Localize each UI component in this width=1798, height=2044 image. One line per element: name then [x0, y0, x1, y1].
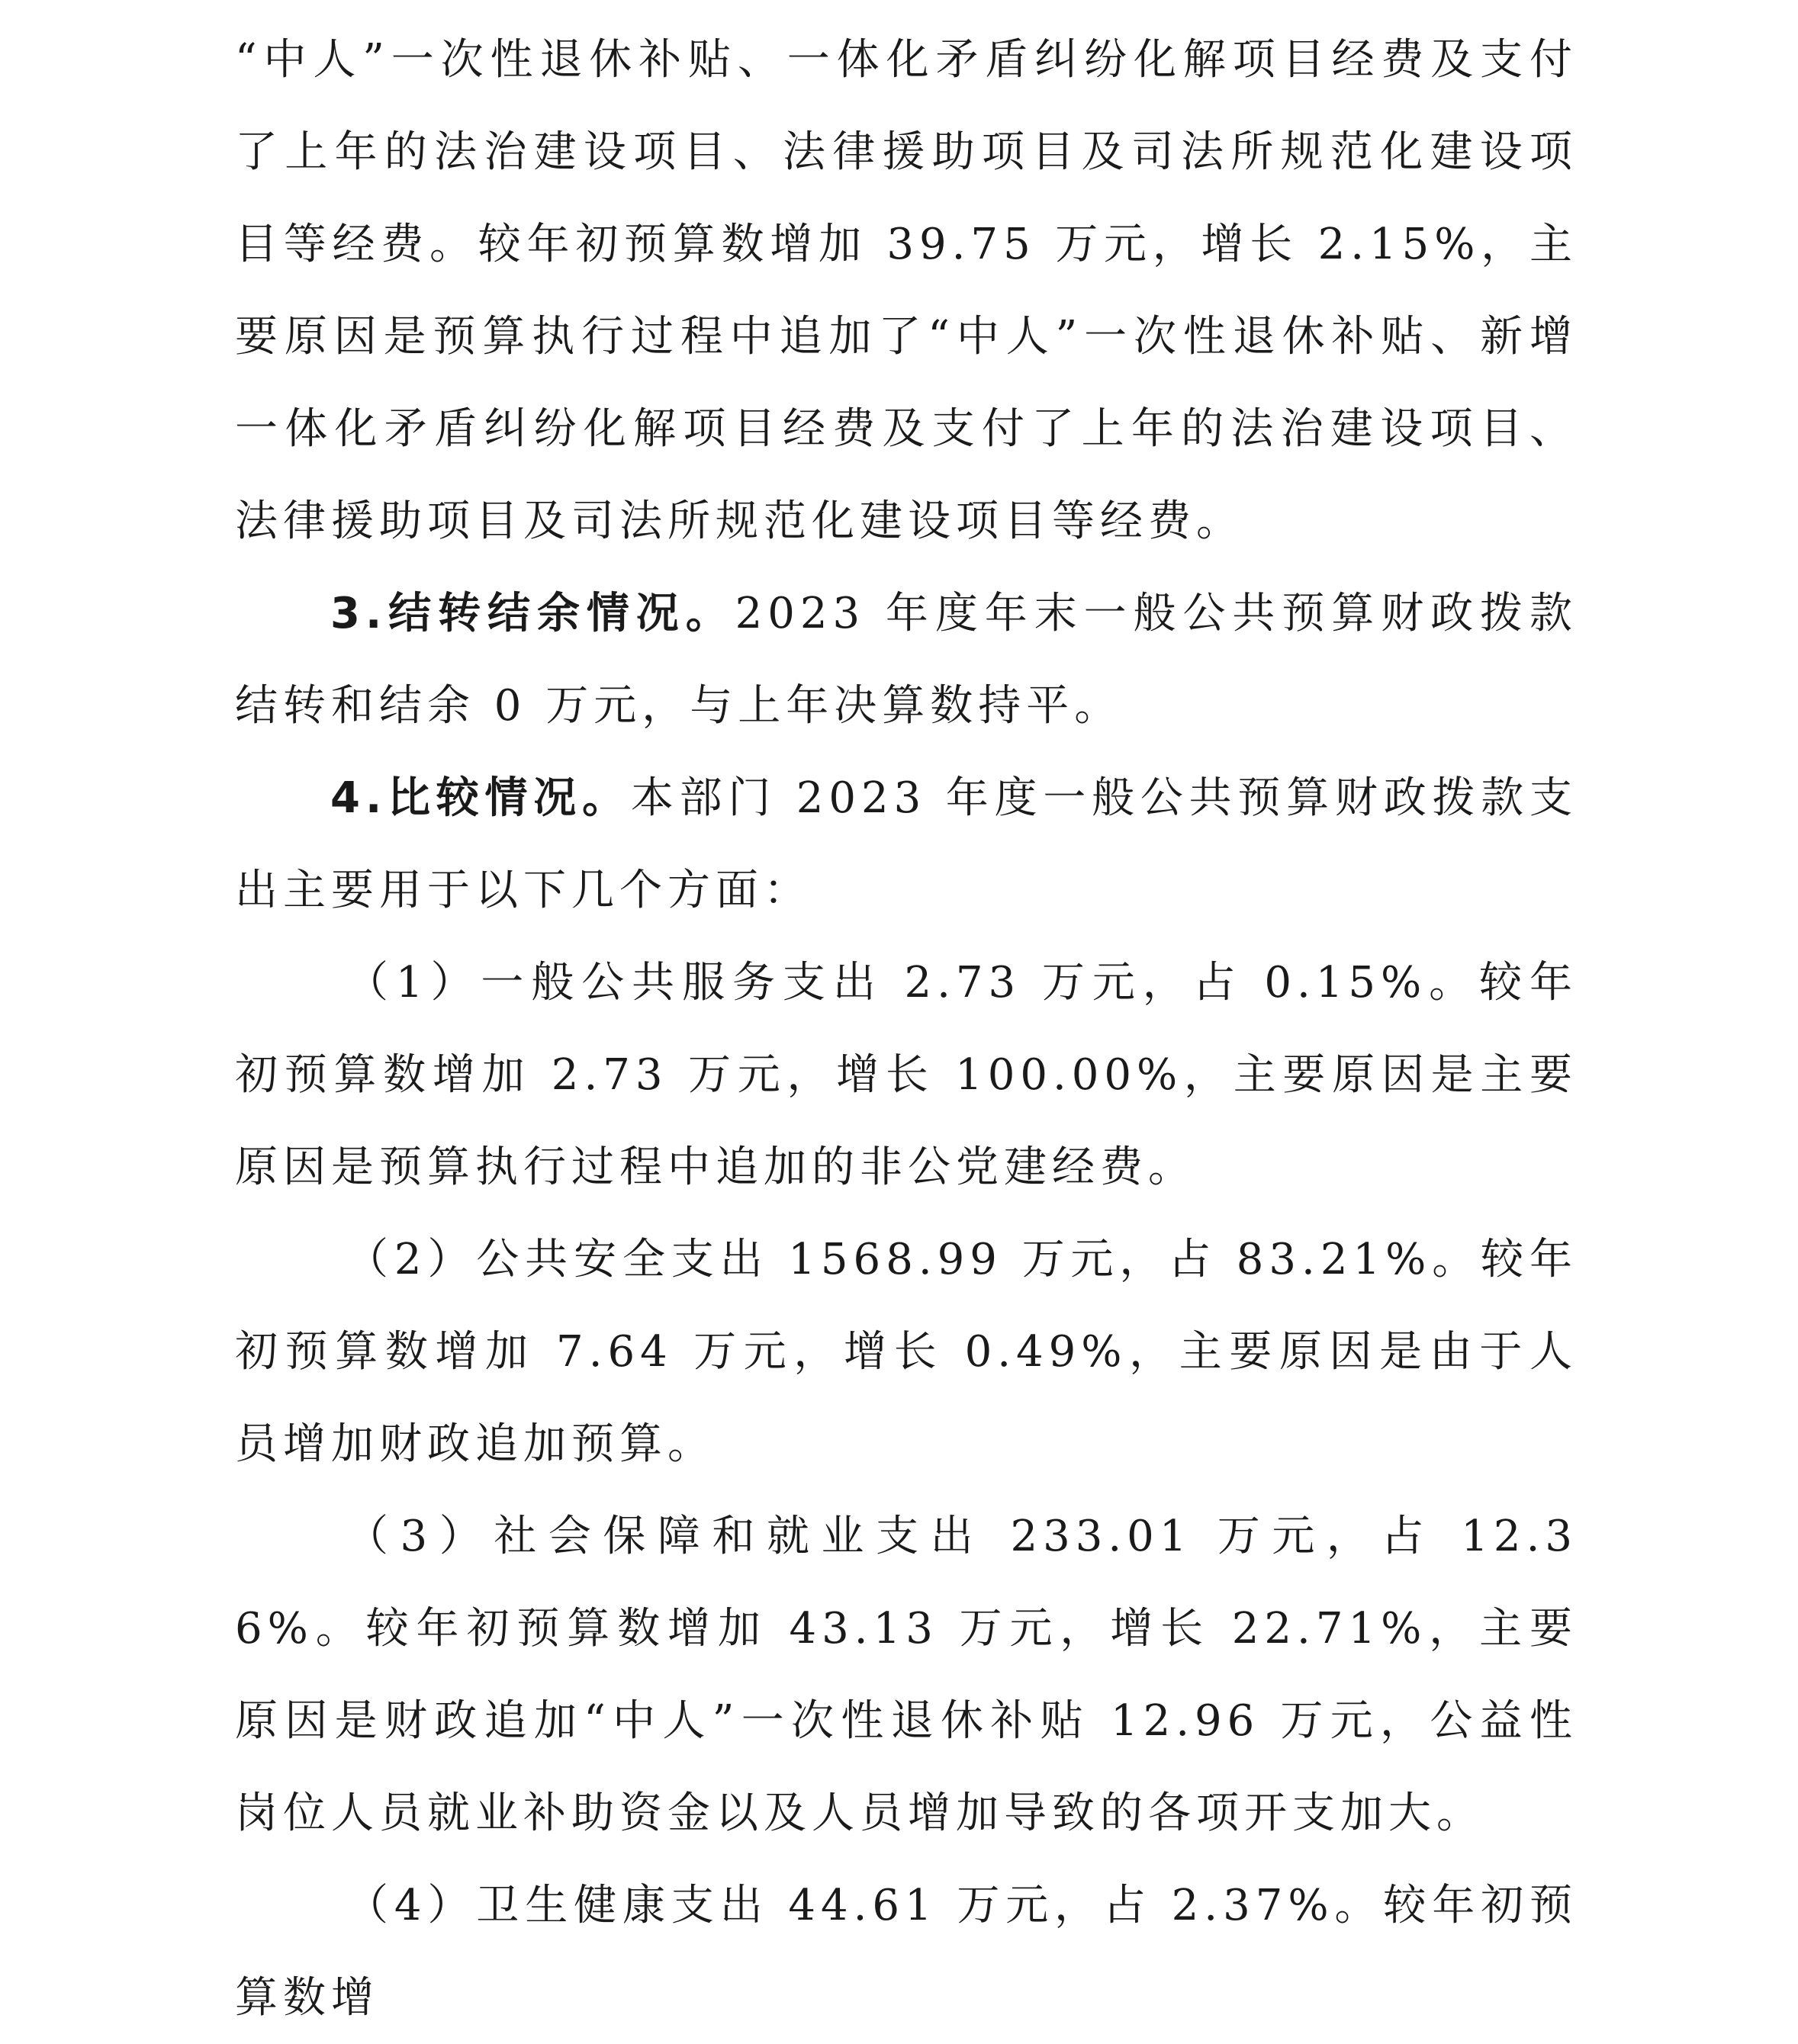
- paragraph-carryover-balance: [235, 567, 1578, 752]
- list-item-public-security: [235, 1213, 1578, 1490]
- section-heading-carryover: 3.结转结余情况。: [330, 589, 735, 638]
- list-item-health: [235, 1859, 1578, 2044]
- paragraph-text: （4）卫生健康支出 44.61 万元，占 2.37%。较年初预算数增: [235, 1881, 1578, 2023]
- list-item-social-security: [235, 1490, 1578, 1859]
- paragraph-text: 本部门 2023 年度一般公共预算财政拨款支出主要用于以下几个方面：: [235, 773, 1578, 915]
- paragraph-text: （1）一般公共服务支出 2.73 万元，占 0.15%。较年初预算数增加 2.73 万元，增长 100.00%，主要原因是主要原因是预算执行过程中追加的非公党建经费。: [235, 958, 1578, 1192]
- paragraph-text: （2）公共安全支出 1568.99 万元，占 83.21%。较年初预算数增加 7.64 万元，增长 0.49%，主要原因是由于人员增加财政追加预算。: [235, 1235, 1578, 1469]
- paragraph-text: “中人”一次性退休补贴、一体化矛盾纠纷化解项目经费及支付了上年的法治建设项目、法律援助项目及司法所规范化建设项目等经费。较年初预算数增加 39.75 万元，增长 2.15%，主要原因是预算执行过程中追加了“中人”一次性退休补贴、新增一体化矛盾纠纷化解项目经费及支付了上年的法治建设项目、法律援助项目及司法所规范化建设项目等经费。: [235, 35, 1578, 546]
- paragraph-text: 2023 年度年末一般公共预算财政拨款结转和结余 0 万元，与上年决算数持平。: [235, 589, 1578, 731]
- paragraph-text: （3）社会保障和就业支出 233.01 万元，占 12.36%。较年初预算数增加 43.13 万元，增长 22.71%，主要原因是财政追加“中人”一次性退休补贴 12.96 万元，公益性岗位人员就业补助资金以及人员增加导致的各项开支加大。: [235, 1512, 1578, 1838]
- paragraph-comparison: [235, 752, 1578, 937]
- document-body: [235, 14, 1578, 2044]
- paragraph-expense-continuation: [235, 14, 1578, 567]
- section-heading-comparison: 4.比较情况。: [330, 773, 631, 823]
- list-item-general-public-service: [235, 937, 1578, 1213]
